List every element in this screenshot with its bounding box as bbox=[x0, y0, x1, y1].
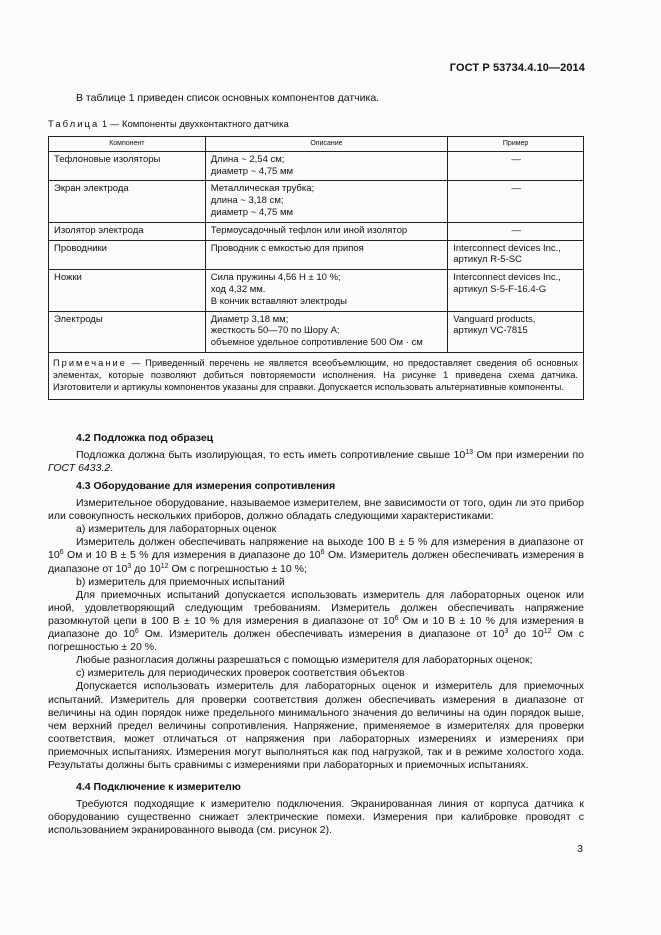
cell-description bbox=[205, 240, 448, 270]
cell-description-line: Металлическая трубка; bbox=[210, 183, 315, 195]
text-span: Ом и 10 В ± 5 % для измерения в диапазоне до 10 bbox=[63, 549, 321, 562]
table-caption bbox=[48, 119, 289, 130]
table-row bbox=[49, 222, 584, 240]
cell-example bbox=[448, 181, 584, 222]
text-span: Ом с погрешностью ± 20 %. bbox=[48, 628, 584, 654]
exponent: 6 bbox=[134, 628, 139, 636]
section-4-3 bbox=[48, 480, 584, 772]
note-text: — Приведенный перечень не является всеобъемлющим, но предоставляет сведения об основных элементах, которые позволяют добиться повторяемости исполнения. На рисунке 1 приведена схема датчика. Изготовители и артикулы компонентов указаны для справки. Допускается использовать альтернативные компоненты. bbox=[53, 357, 578, 393]
table-row bbox=[49, 270, 584, 311]
cell-description bbox=[205, 222, 448, 240]
exponent: 12 bbox=[160, 562, 169, 570]
cell-component: Экран электрода bbox=[49, 181, 206, 222]
components-table bbox=[48, 136, 584, 400]
cell-example-line: Interconnect devices Inc., bbox=[453, 242, 561, 254]
cell-description-line: В кончик вставляют электроды bbox=[210, 295, 347, 307]
exponent: 6 bbox=[59, 549, 64, 557]
cell-description-line: жесткость 50—70 по Шору А; bbox=[210, 325, 340, 337]
exponent: 13 bbox=[465, 449, 474, 457]
list-item-c-label: c) измеритель для периодических проверок соответствия объектов bbox=[76, 667, 405, 680]
cell-example-line: артикул S-5-F-16.4-G bbox=[453, 283, 547, 295]
table-header-row bbox=[49, 137, 584, 152]
list-item-a-label: a) измеритель для лабораторных оценок bbox=[76, 523, 277, 536]
cell-description bbox=[205, 181, 448, 222]
cell-description-line: диаметр ~ 4,75 мм bbox=[210, 206, 294, 218]
cell-example bbox=[448, 222, 584, 240]
cell-description-line: Сила пружины 4,56 Н ± 10 %; bbox=[210, 272, 341, 284]
table-row bbox=[49, 151, 584, 181]
table-note-row bbox=[49, 352, 584, 399]
cell-example bbox=[448, 151, 584, 181]
cell-description-line: ход 4,32 мм. bbox=[210, 283, 266, 295]
cell-example-line: артикул VC-7815 bbox=[453, 325, 528, 337]
section-heading: 4.3 Оборудование для измерения сопротивления bbox=[76, 480, 336, 492]
paragraph: Любые разногласия должны разрешаться с помощью измерителя для лабораторных оценок; bbox=[76, 654, 533, 667]
exponent: 3 bbox=[504, 628, 509, 636]
cell-description-line: Термоусадочный тефлон или иной изолятор bbox=[210, 224, 408, 236]
cell-example-line: Interconnect devices Inc., bbox=[453, 272, 561, 284]
cell-description-line: диаметр ~ 4,75 мм bbox=[210, 165, 294, 177]
paragraph: Требуются подходящие к измерителю подключения. Экранированная линия от корпуса датчика к оборудованию существенно снижает электрические помехи. Измерения при калибровке проводят с использованием экранированного вывода (см. рисунок 2). bbox=[48, 798, 584, 837]
paragraph: Допускается использовать измеритель для лабораторных оценок и измеритель для приемочных испытаний. Измеритель для проверки соответствия должен обеспечивать измерения в диапазоне от величины на один порядок ниже предельного минимального значения до величины на один порядок выше, чем верхний предел величины сопротивления. Напряжение, применяемое в измерителях для проверки соответствия, может отличаться от напряжения при лабораторных измерениях и измерениях при приемочных испытаниях. Измерения могут выполняться как под нагрузкой, так и в режиме холостого хода. Результаты должны быть сравнимы с измерениями при лабораторных и приемочных испытаниях. bbox=[48, 680, 584, 771]
header-example: Пример bbox=[448, 137, 584, 152]
text-span: Ом. Измеритель должен обеспечивать измерения в диапазоне от 10 bbox=[138, 628, 505, 641]
cell-component: Изолятор электрода bbox=[49, 222, 206, 240]
text-span: Ом с погрешностью ± 10 %; bbox=[168, 562, 307, 575]
cell-description-line: Длина ~ 2,54 см; bbox=[210, 153, 285, 165]
note-label: Примечание bbox=[53, 357, 127, 368]
paragraph bbox=[48, 449, 584, 475]
cell-component: Тефлоновые изоляторы bbox=[49, 151, 206, 181]
paragraph bbox=[48, 536, 584, 575]
exponent: 6 bbox=[394, 614, 399, 622]
table-row bbox=[49, 240, 584, 270]
text-span: до 10 bbox=[508, 628, 544, 641]
text-span: до 10 bbox=[131, 562, 161, 575]
standard-reference: ГОСТ 6433.2 bbox=[48, 462, 111, 475]
table-row bbox=[49, 181, 584, 222]
header-description: Описание bbox=[205, 137, 448, 152]
table-caption-text: 1 — Компоненты двухконтактного датчика bbox=[99, 119, 289, 130]
text-span: Измеритель должен обеспечивать напряжение на выходе 100 В ± 5 % для измерения в диапазоне от 10 bbox=[48, 536, 584, 562]
cell-example bbox=[448, 270, 584, 311]
page-number: 3 bbox=[577, 843, 583, 855]
section-4-4 bbox=[48, 781, 584, 837]
cell-description-line: длина ~ 3,18 см; bbox=[210, 195, 284, 207]
cell-example-line: — bbox=[511, 153, 521, 165]
cell-example-line: Vanguard products, bbox=[453, 313, 536, 325]
cell-example bbox=[448, 240, 584, 270]
cell-example bbox=[448, 311, 584, 352]
section-heading: 4.4 Подключение к измерителю bbox=[76, 781, 241, 793]
exponent: 12 bbox=[543, 628, 552, 636]
cell-component: Проводники bbox=[49, 240, 206, 270]
document-id-header: ГОСТ Р 53734.4.10—2014 bbox=[449, 62, 585, 74]
table-row bbox=[49, 311, 584, 352]
cell-component: Ножки bbox=[49, 270, 206, 311]
text-span: Ом при измерении по bbox=[473, 449, 585, 462]
cell-description-line: объемное удельное сопротивление 500 Ом · см bbox=[210, 337, 423, 349]
text-span: Подложка должна быть изолирующая, то есть иметь сопротивление свыше 10 bbox=[76, 449, 466, 462]
exponent: 3 bbox=[127, 562, 132, 570]
intro-paragraph: В таблице 1 приведен список основных компонентов датчика. bbox=[76, 92, 380, 104]
section-heading: 4.2 Подложка под образец bbox=[76, 432, 214, 444]
text-span: . bbox=[110, 462, 114, 475]
table-caption-word: Таблица bbox=[48, 119, 100, 130]
cell-description bbox=[205, 311, 448, 352]
text-span: Ом. Измеритель должен обеспечивать измерения в диапазоне от 10 bbox=[48, 549, 584, 575]
cell-description bbox=[205, 270, 448, 311]
cell-component: Электроды bbox=[49, 311, 206, 352]
table-note bbox=[49, 352, 584, 399]
cell-example-line: артикул R-5-SC bbox=[453, 254, 522, 266]
paragraph: Измерительное оборудование, называемое измерителем, вне зависимости от того, один ли это прибор или совокупность нескольких приборов, должно обладать следующими характеристиками: bbox=[48, 497, 584, 523]
text-span: Для приемочных испытаний допускается использовать измеритель для лабораторных оценок или иной, удовлетворяющий следующим требованиям. Измеритель должен обеспечивать напряжение разомкнутой цепи в 100 В ± 10 % для измерения в диапазоне от 10 bbox=[48, 588, 584, 627]
text-span: Ом и 10 В ± 10 % для измерения в диапазоне до 10 bbox=[48, 614, 584, 641]
paragraph bbox=[48, 589, 584, 654]
cell-description-line: Диаметр 3,18 мм; bbox=[210, 313, 289, 325]
header-component: Компонент bbox=[49, 137, 206, 152]
list-item-b-label: b) измеритель для приемочных испытаний bbox=[76, 575, 285, 588]
section-4-2 bbox=[48, 432, 584, 475]
cell-example-line: — bbox=[511, 183, 521, 195]
cell-description-line: Проводник с емкостью для припоя bbox=[210, 242, 364, 254]
exponent: 6 bbox=[320, 549, 325, 557]
cell-example-line: — bbox=[511, 224, 521, 236]
cell-description bbox=[205, 151, 448, 181]
